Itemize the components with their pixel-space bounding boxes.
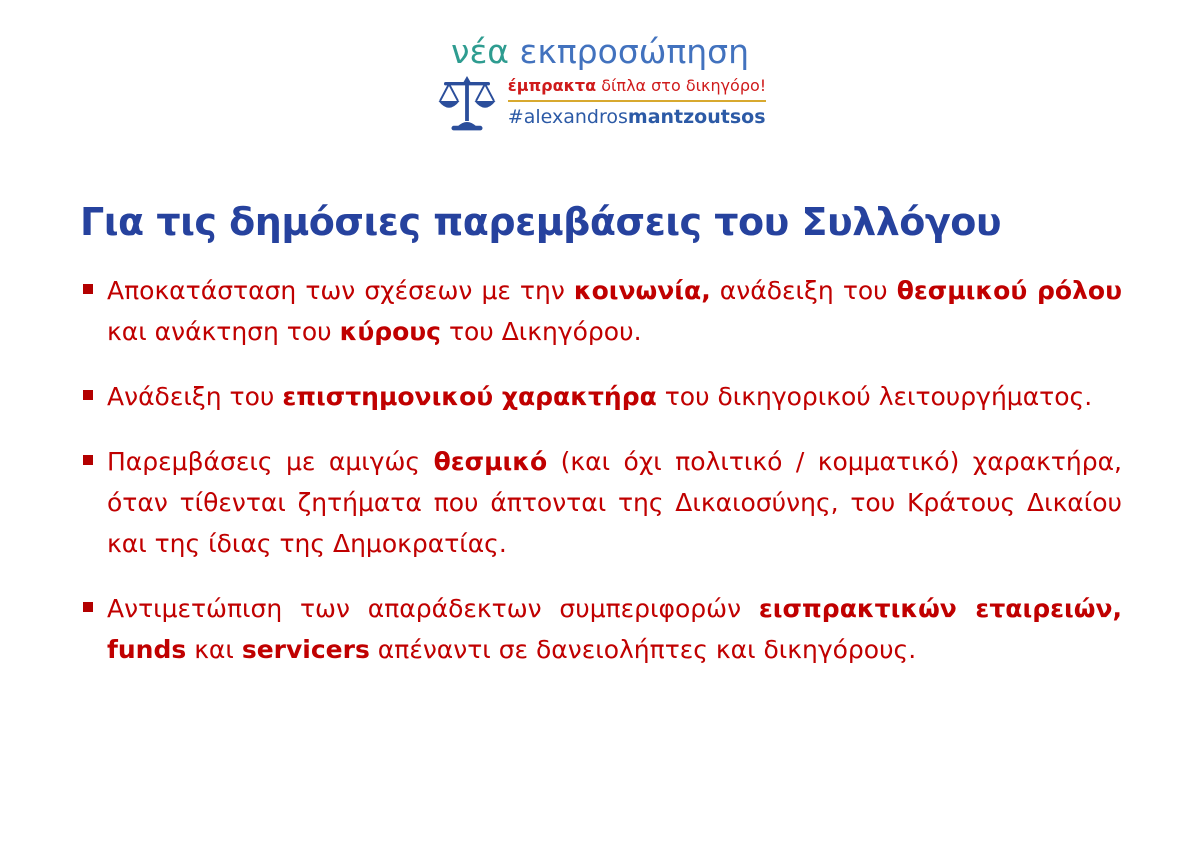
bullet-item [80,376,1122,417]
bullet-square-icon [83,602,93,612]
bullet-text-segment: του δικηγορικού λειτουργήματος. [656,382,1093,411]
tagline-emphasis: έμπρακτα [507,76,597,95]
bullet-text-segment: ανάδειξη του [710,276,897,305]
hashtag-bold: mantzoutsos [627,106,766,128]
bullet-text-segment: απέναντι σε δανειολήπτες και δικηγόρους. [369,635,917,664]
tagline-rest: δίπλα στο δικηγόρο! [596,76,767,95]
bullet-text-segment: και [186,635,242,664]
brand-word-nea: νέα [451,32,520,71]
bullet-text-segment: Αντιμετώπιση των απαράδεκτων συμπεριφορών [107,594,759,623]
bullet-item [80,441,1122,564]
logo-tagline [508,75,766,96]
bullet-text-segment: επιστημονικού χαρακτήρα [282,382,657,411]
bullet-text-segment: και ανάκτηση του [107,317,340,346]
logo-hashtag [508,105,766,129]
logo-divider-line [508,100,766,102]
bullet-text-segment: κοινωνία, [573,276,711,305]
hashtag-regular: #alexandros [507,106,628,128]
bullet-square-icon [83,455,93,465]
bullet-text-segment: εισπρακτικών εταιρειών, funds [107,594,1122,664]
bullet-text-segment: Αποκατάσταση των σχέσεων με την [107,276,574,305]
brand-wordmark [451,32,749,72]
bullet-text-segment: (και όχι πολιτικό / κομματικό) χαρακτήρα, όταν τίθενται ζητήματα που άπτονται της Δικαιοσύνης, του Κράτους Δικαίου και της ίδιας της Δημοκρατίας. [107,447,1122,558]
bullet-text-segment: του Δικηγόρου. [441,317,642,346]
bullet-list [80,270,1122,694]
page-title: Για τις δημόσιες παρεμβάσεις του Συλλόγου [80,200,1002,245]
bullet-text-segment: Ανάδειξη του [107,382,283,411]
bullet-text-segment: κύρους [339,317,441,346]
bullet-text-segment: θεσμικού ρόλου [896,276,1122,305]
brand-word-ekprosopisi: εκπροσώπηση [519,32,749,71]
bullet-text-segment: servicers [241,635,370,664]
bullet-item [80,270,1122,352]
bullet-text-segment: θεσμικό [433,447,548,476]
bullet-square-icon [83,284,93,294]
scales-of-justice-icon [434,76,500,138]
bullet-item [80,588,1122,670]
brand-logo [0,32,1200,138]
bullet-square-icon [83,390,93,400]
bullet-text-segment: Παρεμβάσεις με αμιγώς [107,447,434,476]
